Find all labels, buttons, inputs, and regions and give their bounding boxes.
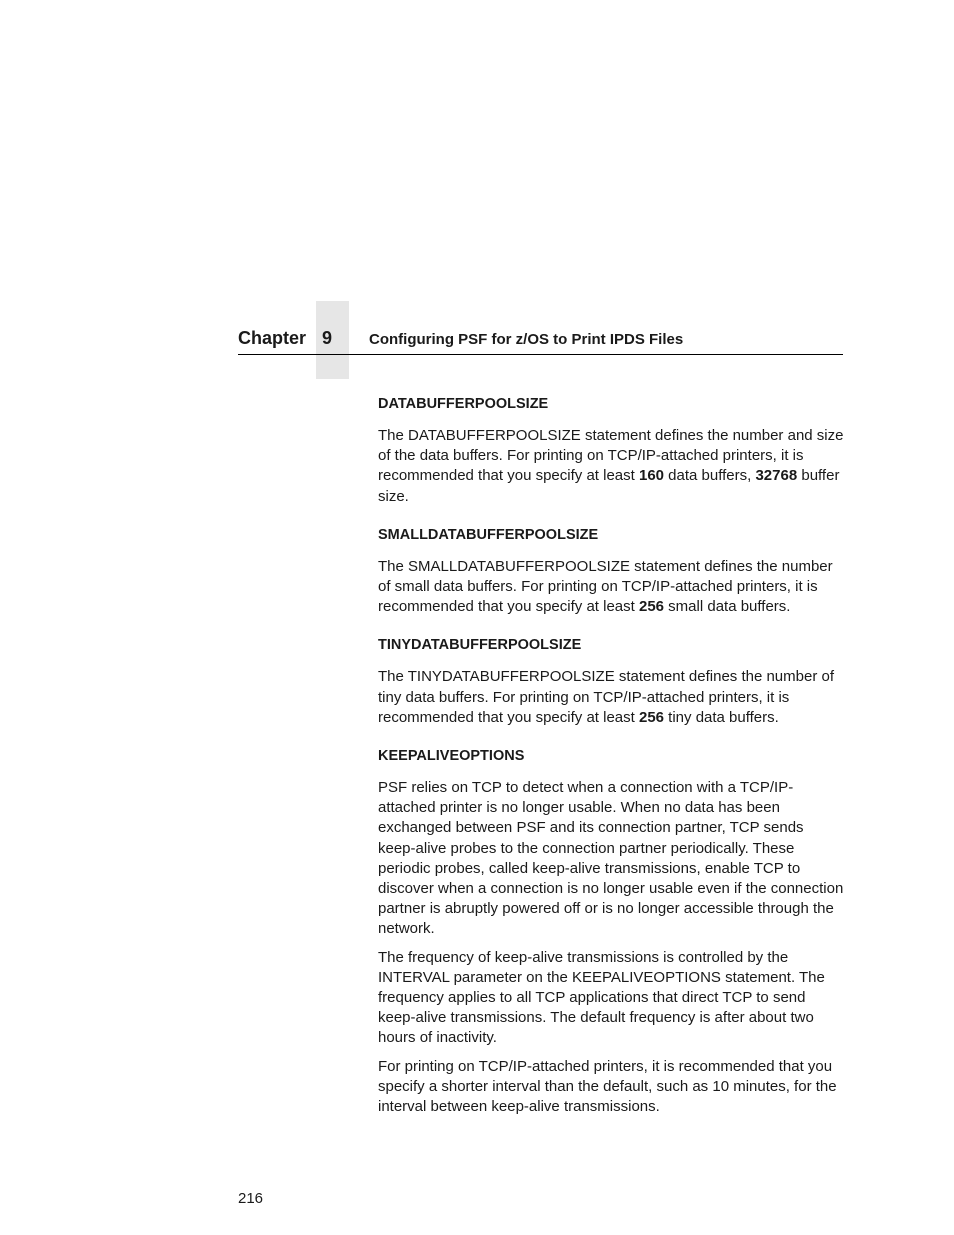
paragraph-keepalive-2: The frequency of keep-alive transmissions is controlled by the INTERVAL parameter on the KEEPALIVEOPTIONS statement. The frequency applies to all TCP applications that direct TCP to send keep-alive transmissions. The default frequency is after about two hours of inactivity. [378,948,825,1047]
paragraph-databufferpoolsize: The DATABUFFERPOOLSIZE statement defines the number and size of the data buffers. For printing on TCP/IP-attached printers, it is recommended that you specify at least 160 data buffers, 32768 buffer size. [378,427,844,505]
paragraph-keepalive-1: PSF relies on TCP to detect when a connection with a TCP/IP-attached printer is no longer usable. When no data has been exchanged between PSF and its connection partner, TCP sends keep-alive probes to the connection partner periodically. These periodic probes, called keep-alive transmissions, enable TCP to discover when a connection is no longer usable even if the connection partner is abruptly powered off or is no longer accessible through the network. [378,779,844,938]
paragraph-tinydatabufferpoolsize: The TINYDATABUFFERPOOLSIZE statement defines the number of tiny data buffers. For printing on TCP/IP-attached printers, it is recommended that you specify at least 256 tiny data buffers. [378,668,835,726]
page-content [378,394,844,1117]
chapter-tab [316,301,349,379]
paragraph-smalldatabufferpoolsize: The SMALLDATABUFFERPOOLSIZE statement defines the number of small data buffers. For printing on TCP/IP-attached printers, it is recommended that you specify at least 256 small data buffers. [378,557,833,616]
section-heading-smalldatabufferpoolsize: SMALLDATABUFFERPOOLSIZE [378,526,599,543]
chapter-label: Chapter [238,328,307,348]
section-heading-keepaliveoptions: KEEPALIVEOPTIONS [378,748,525,765]
section-heading-tinydatabufferpoolsize: TINYDATABUFFERPOOLSIZE [378,637,582,654]
chapter-title: Configuring PSF for z/OS to Print IPDS Files [369,331,684,348]
chapter-number: 9 [322,328,333,348]
section-heading-databufferpoolsize: DATABUFFERPOOLSIZE [378,396,549,412]
paragraph-keepalive-3: For printing on TCP/IP-attached printers, it is recommended that you specify a shorter interval than the default, such as 10 minutes, for the interval between keep-alive transmissions. [378,1057,837,1116]
page-number: 216 [238,1190,264,1207]
header-rule [238,354,843,355]
